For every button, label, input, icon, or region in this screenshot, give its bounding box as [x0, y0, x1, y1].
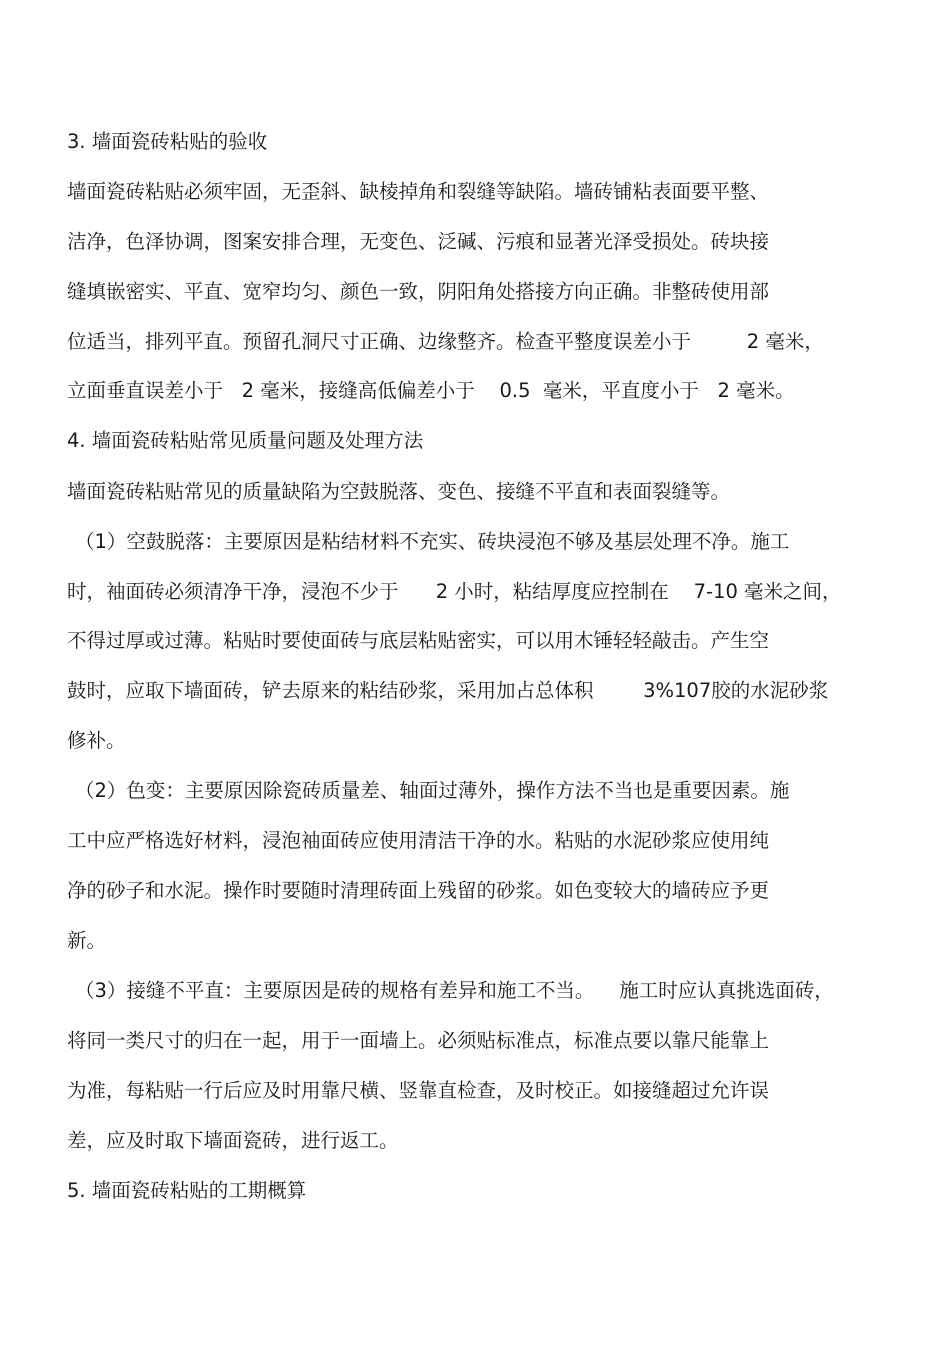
item-3-line-3: 为准，每粘贴一行后应及时用靠尺横、竖靠直检查，及时校正。如接缝超过允许误 [67, 1079, 770, 1102]
item-1-line-4: 鼓时，应取下墙面砖，铲去原来的粘结砂浆，采用加占总体积 3%107胶的水泥砂浆 [67, 679, 829, 702]
section-3-heading: 3. 墙面瓷砖粘贴的验收 [67, 130, 268, 153]
section-3-line-4: 位适当，排列平直。预留孔洞尺寸正确、边缘整齐。检查平整度误差小于 2 毫米， [67, 330, 824, 353]
section-5-heading: 5. 墙面瓷砖粘贴的工期概算 [67, 1179, 307, 1202]
section-4-heading: 4. 墙面瓷砖粘贴常见质量问题及处理方法 [67, 429, 424, 452]
section-3-line-2: 洁净，色泽协调，图案安排合理，无变色、泛碱、污痕和显著光泽受损处。砖块接 [67, 230, 770, 253]
item-2-line-1: （2）色变：主要原因除瓷砖质量差、轴面过薄外，操作方法不当也是重要因素。施 [75, 779, 790, 802]
item-1-line-5: 修补。 [67, 729, 126, 752]
item-3-line-2: 将同一类尺寸的归在一起，用于一面墙上。必须贴标准点，标准点要以靠尺能靠上 [67, 1029, 770, 1052]
section-4-intro: 墙面瓷砖粘贴常见的质量缺陷为空鼓脱落、变色、接缝不平直和表面裂缝等。 [67, 480, 731, 503]
item-2-line-4: 新。 [67, 929, 107, 952]
section-3-line-5: 立面垂直误差小于 2 毫米，接缝高低偏差小于 0.5 毫米，平直度小于 2 毫米。 [67, 379, 795, 402]
item-3-line-4: 差，应及时取下墙面瓷砖，进行返工。 [67, 1129, 399, 1152]
item-1-line-3: 不得过厚或过薄。粘贴时要使面砖与底层粘贴密实，可以用木锤轻轻敲击。产生空 [67, 629, 770, 652]
item-1-line-1: （1）空鼓脱落：主要原因是粘结材料不充实、砖块浸泡不够及基层处理不净。施工 [75, 530, 790, 553]
section-3-line-1: 墙面瓷砖粘贴必须牢固，无歪斜、缺棱掉角和裂缝等缺陷。墙砖铺粘表面要平整、 [67, 180, 770, 203]
item-1-line-2: 时，袖面砖必须清净干净，浸泡不少于 2 小时，粘结厚度应控制在 7-10 毫米之间， [67, 580, 842, 603]
item-2-line-3: 净的砂子和水泥。操作时要随时清理砖面上残留的砂浆。如色变较大的墙砖应予更 [67, 879, 770, 902]
item-3-line-1: （3）接缝不平直：主要原因是砖的规格有差异和施工不当。 施工时应认真挑选面砖， [75, 979, 834, 1002]
item-2-line-2: 工中应严格选好材料，浸泡袖面砖应使用清洁干净的水。粘贴的水泥砂浆应使用纯 [67, 829, 770, 852]
section-3-line-3: 缝填嵌密实、平直、宽窄均匀、颜色一致，阴阳角处搭接方向正确。非整砖使用部 [67, 280, 770, 303]
